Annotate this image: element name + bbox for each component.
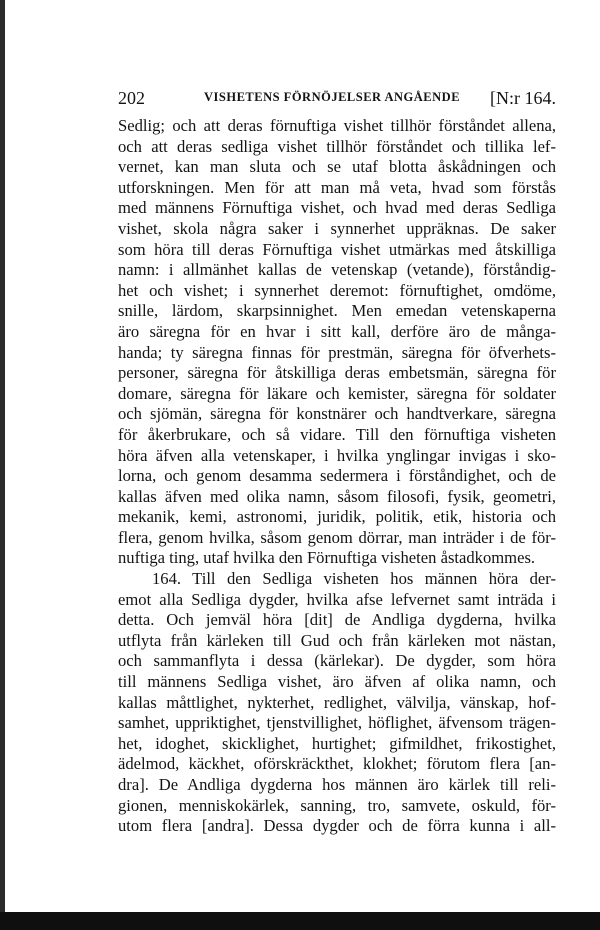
text-line: gionen, menniskokärlek, sanning, tro, samvete, oskuld, för- [118,795,556,815]
text-line: detta. Och jemväl höra [dit] de Andliga dygderna, hvilka [118,610,556,630]
text-line: för åkerbrukare, och så vidare. Till den förnuftiga visheten [118,424,556,444]
text-line: het och vishet; i synnerhet deremot: förnuftighet, omdöme, [118,280,556,300]
text-line: dra]. De Andliga dygderna hos männen äro kärlek till reli- [118,775,556,794]
text-line: som höra till deras Förnuftiga vishet utmärkas med åtskilliga [118,239,556,259]
text-line: kallas måttlighet, nykterhet, redlighet, välvilja, vänskap, hof- [118,692,556,712]
running-title: VISHETENS FÖRNÖJELSER ANGÅENDE [204,90,461,104]
text-line: nuftiga ting, utaf hvilka den Förnuftiga visheten åstadkommes. [118,548,536,568]
page-number: 202 [118,88,145,108]
text-line: och sammanflyta i dessa (kärlekar). De dygder, som höra [118,651,556,671]
text-line: med männens Förnuftiga vishet, och hvad med deras Sedliga [118,198,556,218]
text-line: samhet, uppriktighet, tjenstvillighet, höflighet, äfvensom trägen- [118,713,556,733]
text-line: och sjömän, säregna för konstnärer och handtverkare, säregna [118,404,556,424]
text-line: namn: i allmänhet kallas de vetenskap (vetande), förståndig- [118,260,556,280]
text-line: handa; ty säregna finnas för prestmän, säregna för öfverhets- [118,342,556,362]
page-header [118,88,556,114]
text-line: emot alla Sedliga dygder, hvilka afse lefvernet samt inträda i [118,589,556,609]
text-line: vishet, skola några saker i synnerhet uppräknas. De saker [118,218,556,238]
section-reference: [N:r 164. [490,88,556,108]
text-line: höra äfven alla vetenskaper, i hvilka ynglingar invigas i sko- [118,445,556,465]
text-line: domare, säregna för läkare och kemister, säregna för soldater [118,383,556,403]
text-line: lorna, och genom desamma sedermera i förståndighet, och de [118,466,556,486]
text-line: mekanik, kemi, astronomi, juridik, politik, etik, historia och [118,507,556,527]
text-line: utforskningen. Men för att man må veta, hvad som förstås [118,177,556,197]
text-line: och att deras sedliga vishet tillhör förståndet och tillika lef- [118,136,556,156]
text-line: Sedlig; och att deras förnuftiga vishet tillhör förståndet allena, [118,116,556,135]
text-line: ädelmod, käckhet, oförskräckthet, klokhet; förutom flera [an- [118,754,556,774]
text-line: vernet, kan man sluta och se utaf blotta åskådningen och [118,157,556,177]
text-line: het, idoghet, skicklighet, hurtighet; gifmildhet, frikostighet, [118,733,556,753]
scan-bottom-edge [0,912,600,930]
text-line: till männens Sedliga vishet, äro äfven af olika namn, och [118,672,556,692]
text-line: kallas äfven med olika namn, såsom filosofi, fysik, geometri, [118,486,556,506]
paragraph-start-line: 164. Till den Sedliga visheten hos männen höra der- [152,569,556,589]
scan-left-edge-shadow [0,0,5,930]
text-line: utflyta från kärleken till Gud och från kärleken mot nästan, [118,630,556,650]
text-line: äro säregna för en hvar i sitt kall, derföre äro de många- [118,321,556,341]
text-line: snille, lärdom, skarpsinnighet. Men emedan vetenskaperna [118,301,556,321]
text-line: utom flera [andra]. Dessa dygder och de förra kunna i all- [118,816,556,836]
text-line: flera, genom hvilka, såsom genom dörrar, man inträder i de för- [118,527,556,547]
text-line: personer, säregna för åtskilliga deras embetsmän, säregna för [118,363,556,383]
body-text [118,116,556,837]
